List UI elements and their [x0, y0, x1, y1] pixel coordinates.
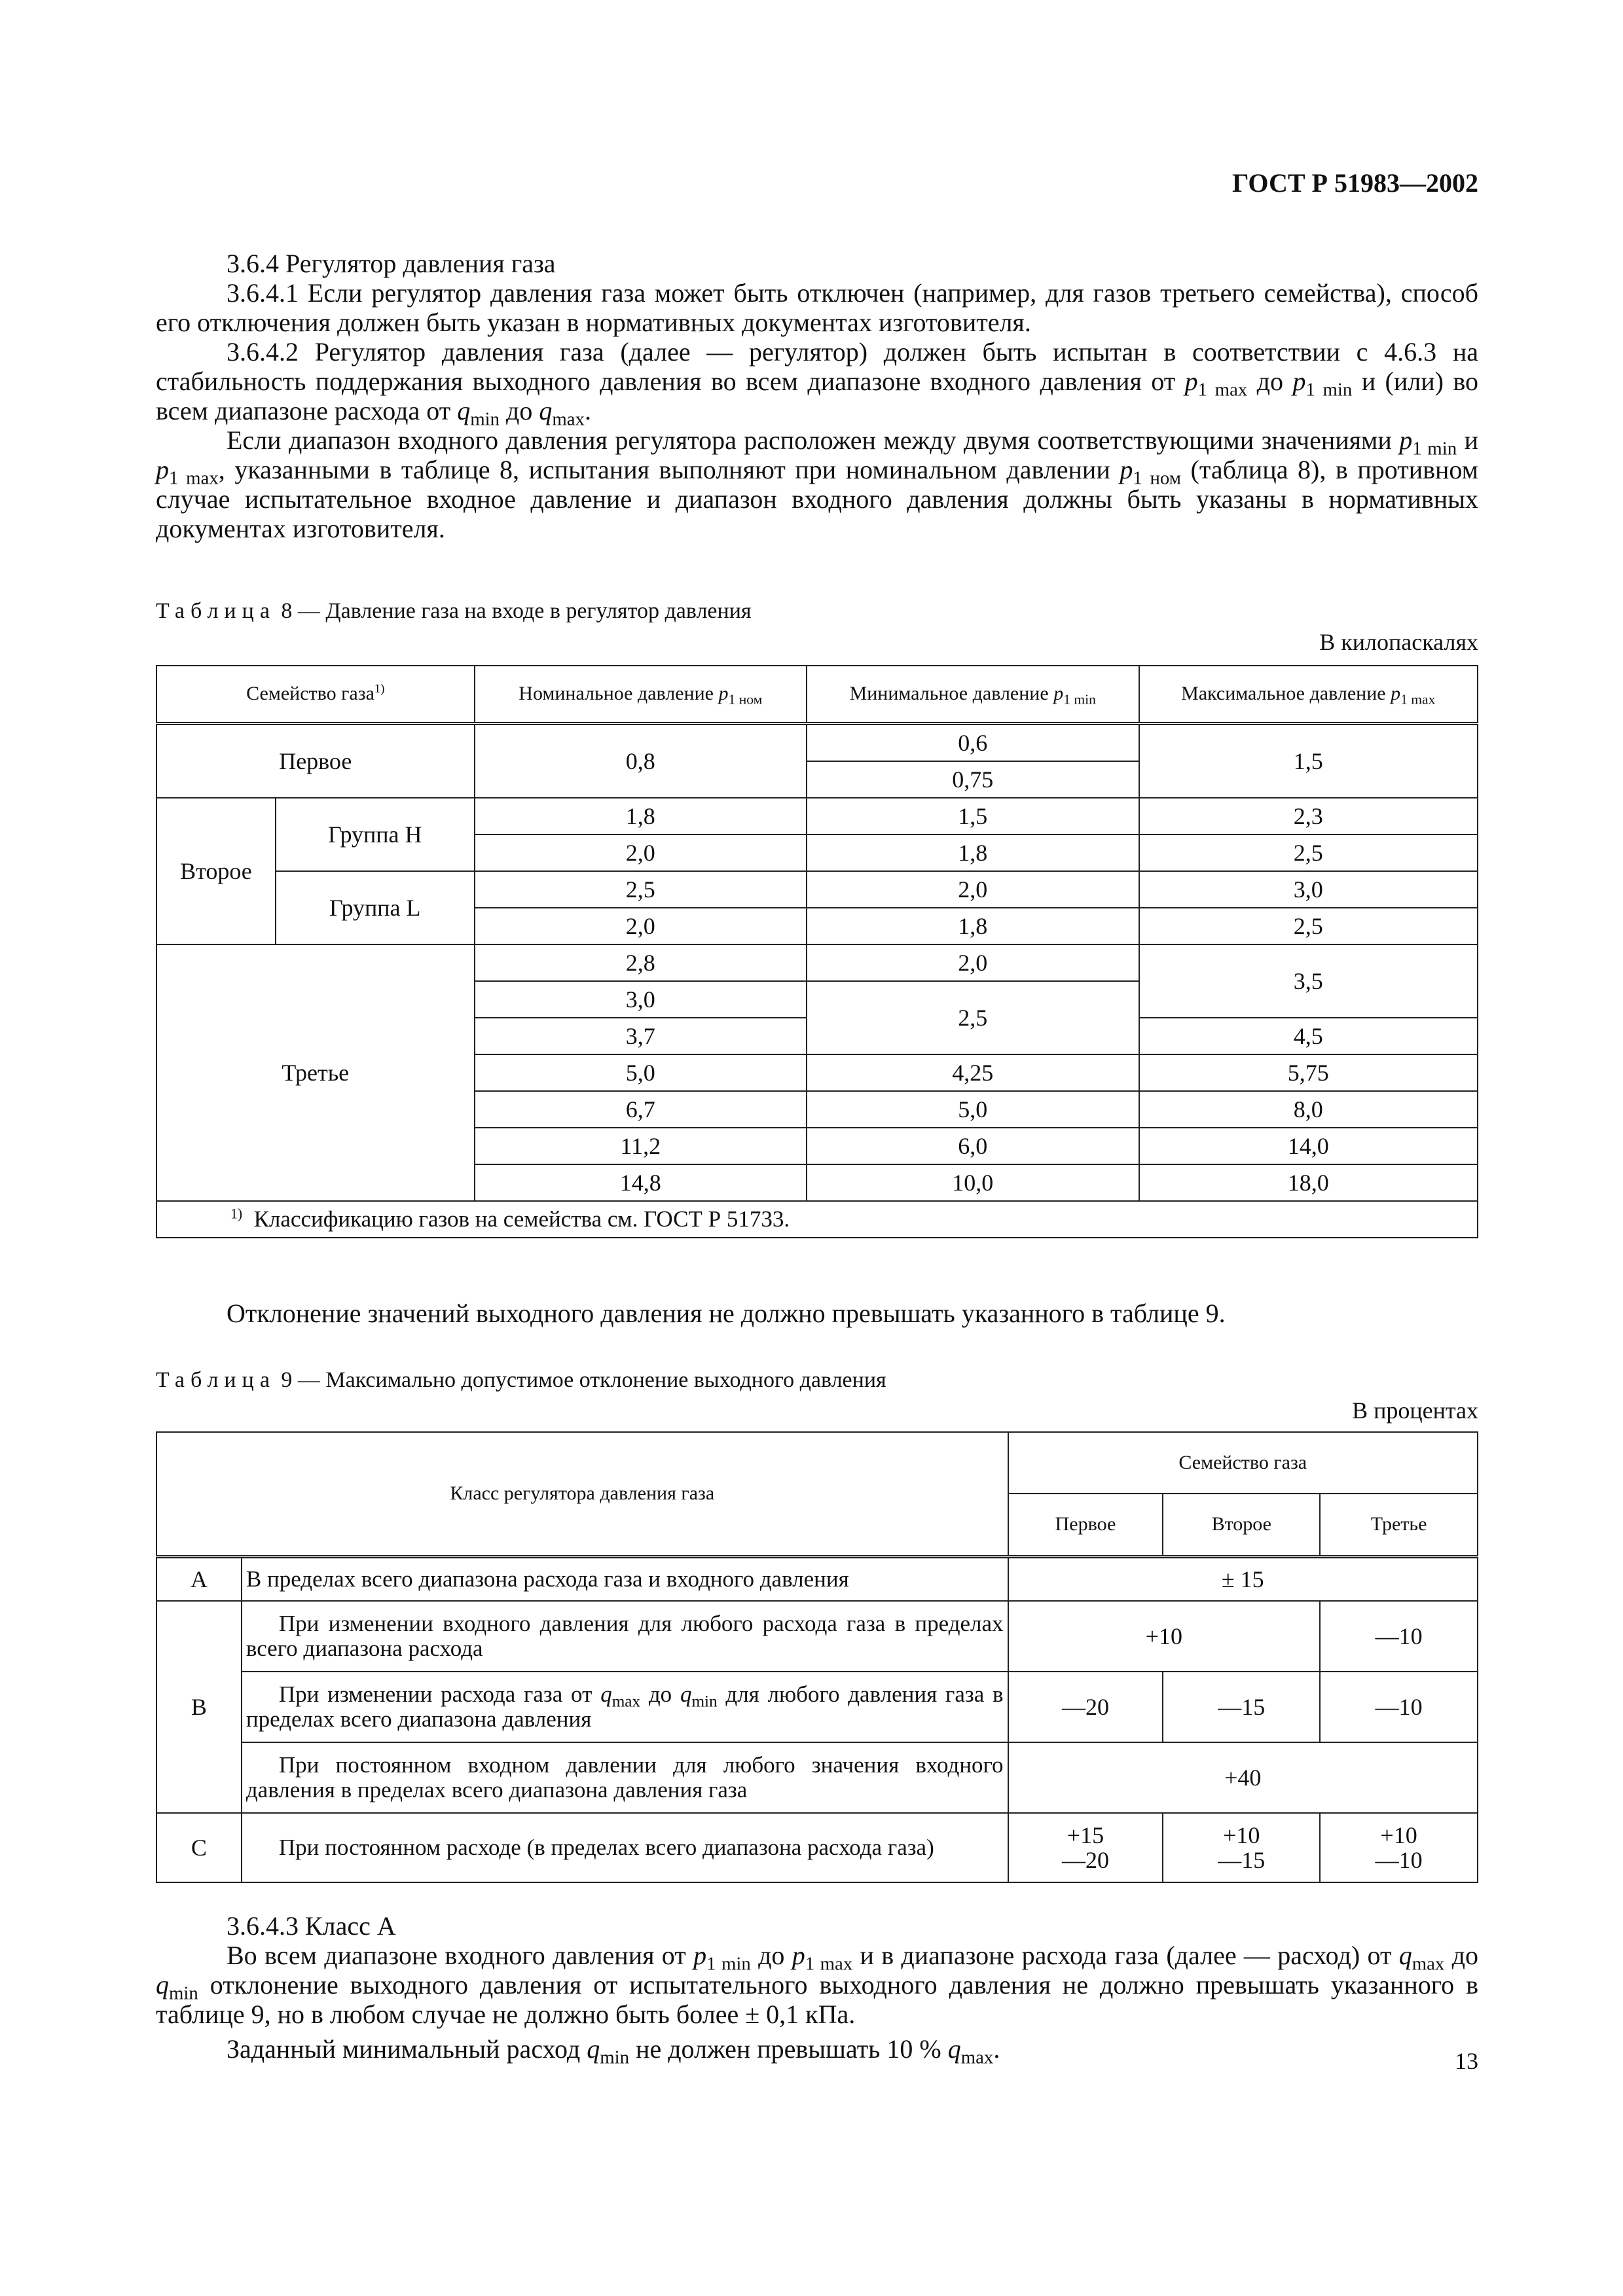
header-nominal: Номинальное давление $p_{1 ном}$ — [475, 666, 807, 723]
table-row: 11,2 6,0 14,0 — [156, 1128, 1478, 1164]
table-row: Третье 2,8 2,0 3,5 — [156, 944, 1478, 981]
paragraph: 3.6.4.2 Регулятор давления газа (далее — регулятор) должен быть испытан в соответствии с 4.6.3 на стабильность поддержания выходного давления во всем диапазоне входного давления от $p_{1 max}$ до $p_{1 min}$ и (или) во всем диапазоне расхода от $q_{min}$ до $q_{max}$. — [156, 337, 1478, 430]
table-row: Группа L 2,5 2,0 3,0 — [156, 871, 1478, 908]
section-heading: 3.6.4.3 Класс А — [227, 1911, 396, 1941]
table-row: 2,0 1,8 2,5 — [156, 908, 1478, 944]
paragraph: Во всем диапазоне входного давления от $p_{1 min}$ до $p_{1 max}$ и в диапазоне расхода газа (далее — расход) от $q_{max}$ до $q_{min}$ отклонение выходного давления от испытательного выходного давления не должно превышать указанного в таблице 9, но в любом случае не должно быть более ± 0,1 кПа. — [156, 1941, 1478, 2029]
table-row: C При постоянном расходе (в пределах всего диапазона расхода газа) +15 —20 +10 —15 +10 —10 — [156, 1813, 1478, 1882]
header-family: Семейство газа$^{1)}$ — [156, 666, 475, 723]
table-row: 2,0 1,8 2,5 — [156, 834, 1478, 871]
table-8 — [156, 665, 1478, 1238]
page-number: 13 — [1455, 2048, 1478, 2074]
table8-footnote: $^{1)}$ Классификацию газов на семейства см. ГОСТ Р 51733. — [156, 1201, 1478, 1238]
text-block-top — [156, 249, 1478, 543]
table-row: 0,75 — [156, 761, 1478, 798]
text-between: Отклонение значений выходного давления не должно превышать указанного в таблице 9. — [227, 1299, 1226, 1328]
table8-unit: В килопаскалях — [1319, 629, 1478, 655]
table-row: B При изменении входного давления для любого расхода газа в пределах всего диапазона расхода +10 —10 — [156, 1601, 1478, 1672]
section-heading: 3.6.4 Регулятор давления газа — [227, 249, 556, 278]
table-row: A В пределах всего диапазона расхода газа и входного давления ± 15 — [156, 1556, 1478, 1601]
table-row: При изменении расхода газа от $q_{max}$ до $q_{min}$ для любого давления газа в пределах всего диапазона давления —20 —15 —10 — [156, 1672, 1478, 1742]
table-row: 14,8 10,0 18,0 — [156, 1164, 1478, 1201]
header-class: Класс регулятора давления газа — [156, 1432, 1008, 1556]
paragraph: Если диапазон входного давления регулятора расположен между двумя соответствующими значениями $p_{1 min}$ и $p_{1 max}$, указанными в таблице 8, испытания выполняют при номинальном давлении $p_{1 ном}$ (таблица 8), в противном случае испытательное входное давление и диапазон входного давления должны быть указаны в нормативных документах изготовителя. — [156, 425, 1478, 543]
table-row: 3,7 4,5 — [156, 1018, 1478, 1054]
paragraph: 3.6.4.1 Если регулятор давления газа может быть отключен (например, для газов третьего семейства), способ его отключения должен быть указан в нормативных документах изготовителя. — [156, 278, 1478, 337]
table9-caption: Таблица 9 — Максимально допустимое отклонение выходного давления — [156, 1368, 886, 1392]
table9-header-row — [156, 1432, 1478, 1494]
header-minimum: Минимальное давление $p_{1 min}$ — [807, 666, 1139, 723]
table8-caption: Таблица 8 — Давление газа на входе в регулятор давления — [156, 599, 752, 623]
table-row: 5,0 4,25 5,75 — [156, 1054, 1478, 1091]
table-9 — [156, 1431, 1478, 1883]
header-maximum: Максимальное давление $p_{1 max}$ — [1139, 666, 1478, 723]
paragraph: Заданный минимальный расход $q_{min}$ не должен превышать 10 % $q_{max}$. — [227, 2034, 1000, 2068]
table-row: 6,7 5,0 8,0 — [156, 1091, 1478, 1128]
table-row: 3,0 2,5 — [156, 981, 1478, 1018]
header-family: Семейство газа — [1008, 1432, 1478, 1494]
table8-footnote-row — [156, 1201, 1478, 1238]
table9-header-row: Первое Второе Третье — [156, 1494, 1478, 1556]
table8-header-row — [156, 666, 1478, 723]
document-number: ГОСТ Р 51983—2002 — [1231, 168, 1478, 198]
text-block-bottom — [156, 1911, 1478, 2068]
table-row: При постоянном входном давлении для любого значения входного давления в пределах всего диапазона давления газа +40 — [156, 1742, 1478, 1813]
table-row: Второе Группа H 1,8 1,5 2,3 — [156, 798, 1478, 834]
table-row: Первое 0,8 0,6 1,5 — [156, 723, 1478, 761]
table9-unit: В процентах — [1352, 1397, 1478, 1424]
